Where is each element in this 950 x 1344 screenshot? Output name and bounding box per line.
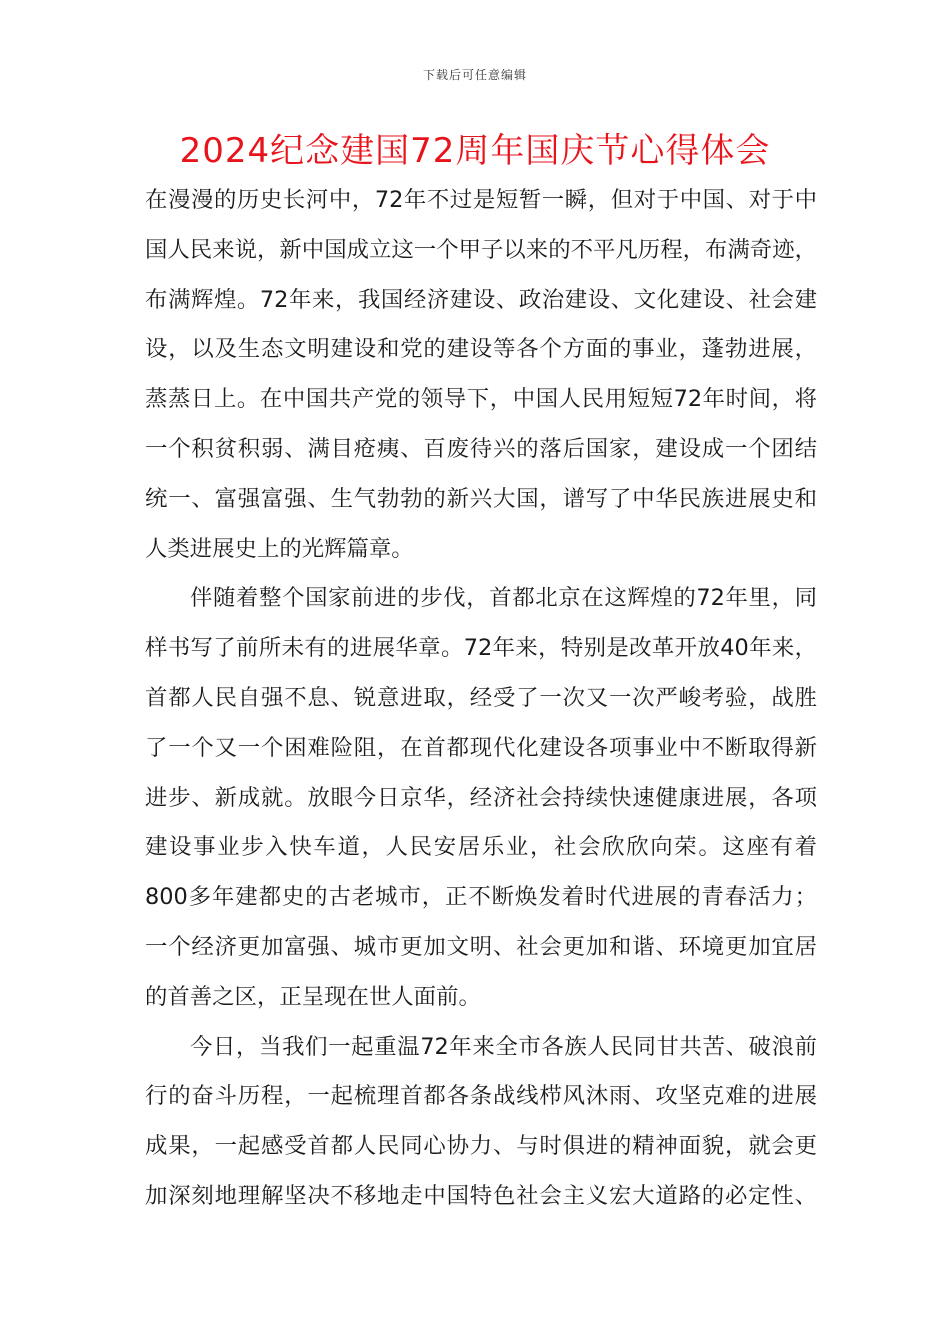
text-line: 伴随着整个国家前进的步伐，首都北京在这辉煌的72年里，同: [190, 585, 817, 612]
document-body: [145, 176, 817, 1222]
text-line: 进步、新成就。放眼今日京华，经济社会持续快速健康进展，各项: [145, 784, 817, 811]
text-line: 设，以及生态文明建设和党的建设等各个方面的事业，蓬勃进展，: [145, 336, 817, 363]
text-line: 一个积贫积弱、满目疮痍、百废待兴的落后国家，建设成一个团结: [145, 435, 817, 462]
text-line: 统一、富强富强、生气勃勃的新兴大国，谱写了中华民族进展史和: [145, 485, 817, 512]
text-line: 800多年建都史的古老城市，正不断焕发着时代进展的青春活力；: [145, 884, 817, 911]
text-line: 今日，当我们一起重温72年来全市各族人民同甘共苦、破浪前: [190, 1033, 817, 1060]
text-line: 样书写了前所未有的进展华章。72年来，特别是改革开放40年来，: [145, 635, 817, 662]
text-line: 人类进展史上的光辉篇章。: [145, 535, 414, 562]
text-line: 的首善之区，正呈现在世人面前。: [145, 983, 481, 1010]
document-title: 2024纪念建国72周年国庆节心得体会: [179, 131, 771, 171]
text-line: 国人民来说，新中国成立这一个甲子以来的不平凡历程，布满奇迹，: [145, 236, 817, 263]
text-line: 蒸蒸日上。在中国共产党的领导下，中国人民用短短72年时间，将: [145, 386, 817, 413]
text-line: 行的奋斗历程，一起梳理首都各条战线栉风沐雨、攻坚克难的进展: [145, 1083, 817, 1110]
text-line: 加深刻地理解坚决不移地走中国特色社会主义宏大道路的必定性、: [145, 1182, 817, 1209]
text-line: 了一个又一个困难险阻，在首都现代化建设各项事业中不断取得新: [145, 734, 817, 761]
text-line: 一个经济更加富强、城市更加文明、社会更加和谐、环境更加宜居: [145, 933, 817, 960]
text-line: 成果，一起感受首都人民同心协力、与时俱进的精神面貌，就会更: [145, 1133, 817, 1160]
text-line: 在漫漫的历史长河中，72年不过是短暂一瞬，但对于中国、对于中: [145, 187, 817, 213]
text-line: 布满辉煌。72年来，我国经济建设、政治建设、文化建设、社会建: [145, 286, 817, 313]
header-note: 下载后可任意编辑: [422, 68, 527, 82]
text-line: 建设事业步入快车道，人民安居乐业，社会欣欣向荣。这座有着: [145, 834, 817, 861]
text-line: 首都人民自强不息、锐意进取，经受了一次又一次严峻考验，战胜: [145, 684, 817, 711]
